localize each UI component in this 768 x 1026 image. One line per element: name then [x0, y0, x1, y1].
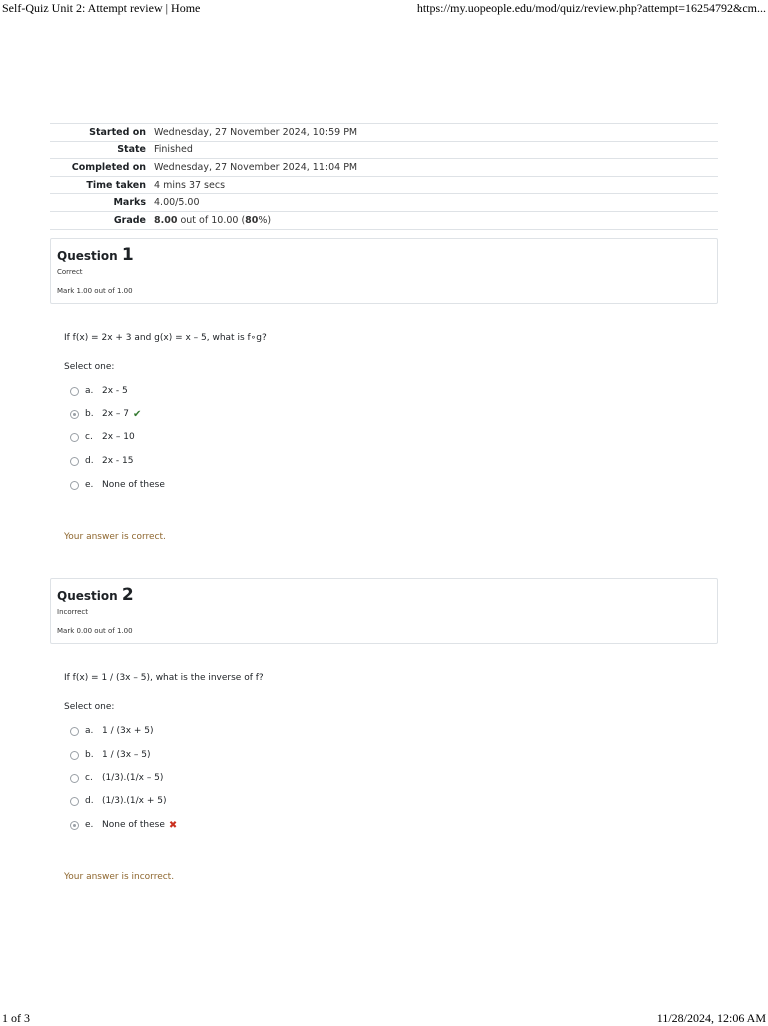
radio-button-selected[interactable]: [70, 821, 79, 830]
grade-percent: 80: [245, 214, 259, 226]
question-1-text: If f(x) = 2x + 3 and g(x) = x – 5, what is f∘g?: [64, 333, 267, 343]
radio-button[interactable]: [70, 727, 79, 736]
question-1-prompt: Select one:: [64, 362, 115, 372]
q1-option-a[interactable]: [70, 384, 128, 398]
summary-row-grade: [50, 211, 718, 229]
q2-option-c[interactable]: [70, 771, 163, 785]
option-text: 1 / (3x – 5): [102, 750, 151, 760]
option-letter: e.: [85, 820, 94, 830]
cross-icon: ✖: [168, 819, 178, 831]
summary-value: Wednesday, 27 November 2024, 10:59 PM: [150, 124, 718, 142]
option-letter: a.: [85, 726, 94, 736]
grade-out-of: out of 10.00 (: [177, 214, 246, 226]
summary-value: Finished: [150, 141, 718, 159]
summary-row-time-taken: [50, 176, 718, 194]
question-2-info-box: [50, 578, 718, 644]
check-icon: ✔: [133, 408, 142, 420]
question-label: Question: [57, 589, 118, 603]
grade-percent-suffix: %): [258, 214, 272, 226]
radio-button-selected[interactable]: [70, 410, 79, 419]
radio-button[interactable]: [70, 751, 79, 760]
summary-label: Grade: [50, 211, 150, 229]
radio-button[interactable]: [70, 387, 79, 396]
option-text: 2x – 10: [102, 432, 135, 442]
option-text: (1/3).(1/x + 5): [102, 796, 167, 806]
question-number: 2: [121, 585, 134, 605]
question-1-feedback: Your answer is correct.: [64, 532, 166, 542]
print-title: Self-Quiz Unit 2: Attempt review | Home: [2, 1, 201, 15]
attempt-summary-table: [50, 123, 718, 230]
summary-label: Time taken: [50, 176, 150, 194]
option-letter: d.: [85, 796, 94, 806]
option-letter: b.: [85, 750, 94, 760]
radio-button[interactable]: [70, 457, 79, 466]
option-text: None of these: [102, 480, 165, 490]
option-text: 2x - 15: [102, 456, 134, 466]
option-letter: a.: [85, 386, 94, 396]
q2-option-a[interactable]: [70, 724, 154, 738]
summary-label: Marks: [50, 194, 150, 212]
question-2-text: If f(x) = 1 / (3x – 5), what is the inverse of f?: [64, 673, 264, 683]
question-2-feedback: Your answer is incorrect.: [64, 872, 175, 882]
question-1-mark: Mark 1.00 out of 1.00: [57, 287, 133, 295]
print-page-number: 1 of 3: [2, 1011, 30, 1025]
question-2-prompt: Select one:: [64, 702, 115, 712]
option-text: 2x – 7: [102, 409, 129, 419]
option-text: 2x - 5: [102, 386, 128, 396]
question-1-heading: [57, 245, 134, 265]
q1-option-c[interactable]: [70, 430, 135, 444]
q1-option-b[interactable]: [70, 407, 141, 421]
question-2-state: Incorrect: [57, 608, 89, 616]
option-letter: e.: [85, 480, 94, 490]
radio-button[interactable]: [70, 774, 79, 783]
summary-row-state: [50, 141, 718, 159]
option-letter: b.: [85, 409, 94, 419]
print-header: [0, 1, 768, 16]
summary-row-completed: [50, 159, 718, 177]
summary-value: [150, 211, 718, 229]
question-number: 1: [121, 245, 134, 265]
question-1-info-box: [50, 238, 718, 304]
option-text: None of these: [102, 820, 165, 830]
option-letter: c.: [85, 432, 93, 442]
q1-option-d[interactable]: [70, 454, 133, 468]
summary-value: 4.00/5.00: [150, 194, 718, 212]
print-url: https://my.uopeople.edu/mod/quiz/review.php?attempt=16254792&cm...: [416, 1, 766, 15]
question-label: Question: [57, 249, 118, 263]
print-datetime: 11/28/2024, 12:06 AM: [656, 1011, 766, 1025]
summary-label: State: [50, 141, 150, 159]
summary-row-marks: [50, 194, 718, 212]
summary-value: 4 mins 37 secs: [150, 176, 718, 194]
radio-button[interactable]: [70, 481, 79, 490]
option-letter: d.: [85, 456, 94, 466]
q2-option-d[interactable]: [70, 794, 166, 808]
option-text: (1/3).(1/x – 5): [102, 773, 164, 783]
summary-label: Started on: [50, 124, 150, 142]
q2-option-b[interactable]: [70, 748, 151, 762]
q1-option-e[interactable]: [70, 478, 165, 492]
radio-button[interactable]: [70, 797, 79, 806]
summary-row-started: [50, 124, 718, 142]
grade-score: 8.00: [154, 214, 178, 226]
summary-value: Wednesday, 27 November 2024, 11:04 PM: [150, 159, 718, 177]
summary-label: Completed on: [50, 159, 150, 177]
question-2-mark: Mark 0.00 out of 1.00: [57, 627, 133, 635]
radio-button[interactable]: [70, 433, 79, 442]
option-text: 1 / (3x + 5): [102, 726, 154, 736]
q2-option-e[interactable]: [70, 818, 177, 832]
question-1-state: Correct: [57, 268, 83, 276]
option-letter: c.: [85, 773, 93, 783]
question-2-heading: [57, 585, 134, 605]
